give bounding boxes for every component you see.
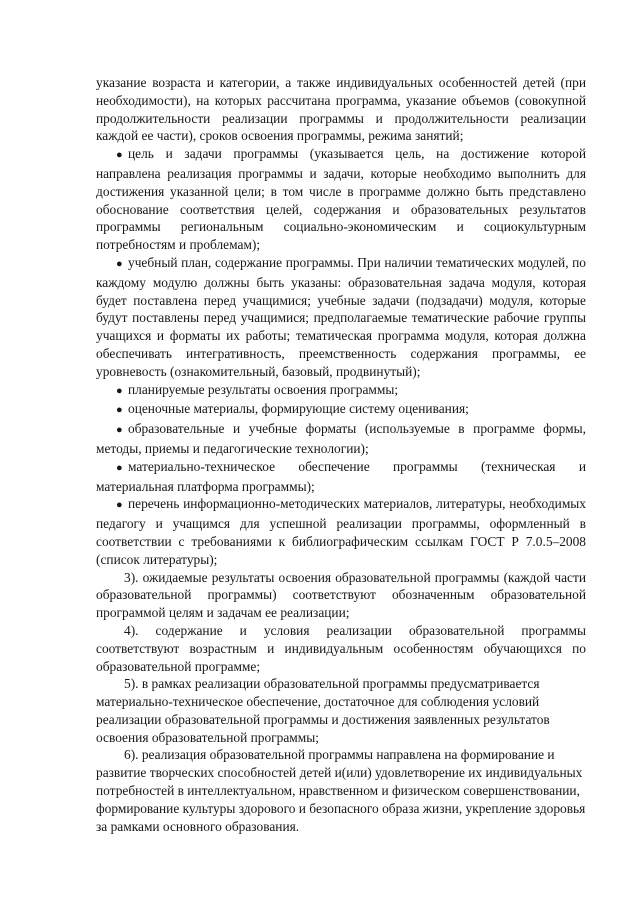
bullet-text: перечень информационно-методических материалов, литературы, необходимых педагогу и учащимся для успешной реализации программы, оформленный в соответствии с требованиями к библиографическим ссылкам ГОСТ Р 7.0.5–2008 (список литературы); <box>96 496 586 567</box>
bullet-text: учебный план, содержание программы. При наличии тематических модулей, по каждому модулю должны быть указаны: образовательная задача модуля, которая будет поставлена перед учащимися; учебные задачи (подзадачи) модуля, которые будут поставлены перед учащимися; предполагаемые тематические рабочие группы учащихся и форматы их работы; тематическая программа модуля, которая должна обеспечивать интегративность, преемственность содержания программы, ее уровневость (ознакомительный, базовый, продвинутый); <box>96 254 586 379</box>
bullet-icon: ● <box>116 424 123 437</box>
bullet-goals-and-tasks <box>96 145 586 254</box>
paragraph-item-6: 6). реализация образовательной программы направлена на формирование и развитие творческих способностей детей и(или) удовлетворение их индивидуальных потребностей в интеллектуальном, нравственном и физическом совершенствовании, формирование культуры здорового и безопасного образа жизни, укрепление здоровья за рамками основного образования. <box>96 747 586 834</box>
bullet-text: цель и задачи программы (указывается цель, на достижение которой направлена реализация программы и задачи, которые необходимо выполнить для достижения указанной цели; в том числе в программе должно быть представлено обоснование соответствия целей, содержания и образовательных результатов программы региональным социально-экономическим и социокультурным потребностям и проблемам); <box>96 146 586 253</box>
paragraph-age-and-duration: указание возраста и категории, а также индивидуальных особенностей детей (при необходимости), на которых рассчитана программа, указание объемов (совокупной продолжительности реализации программы и продолжительности реализации каждой ее части), сроков освоения программы, режима занятий; <box>96 75 586 144</box>
bullet-planned-results <box>96 381 586 401</box>
paragraph-item-5: 5). в рамках реализации образовательной программы предусматривается материально-техническое обеспечение, достаточное для соблюдения условий реализации образовательной программы и достижения заявленных результатов освоения образовательной программы; <box>96 676 550 745</box>
bullet-text: образовательные и учебные форматы (используемые в программе формы, методы, приемы и педагогические технологии); <box>96 421 586 456</box>
paragraph-item-3: 3). ожидаемые результаты освоения образовательной программы (каждой части образовательной программы) соответствуют обозначенным образовательной программой целям и задачам ее реализации; <box>96 569 586 621</box>
document-body <box>96 74 586 835</box>
bullet-icon: ● <box>116 499 123 512</box>
bullet-educational-formats <box>96 420 586 458</box>
bullet-literature-list <box>96 495 586 568</box>
bullet-text: планируемые результаты освоения программы; <box>128 381 399 397</box>
bullet-assessment-materials <box>96 400 586 420</box>
paragraph-item-4: 4). содержание и условия реализации образовательной программы соответствуют возрастным и индивидуальным особенностям обучающихся по образовательной программе; <box>96 622 586 674</box>
bullet-icon: ● <box>116 404 123 417</box>
bullet-icon: ● <box>116 257 123 270</box>
bullet-text: материально-техническое обеспечение программы (техническая и материальная платформа программы); <box>96 458 586 494</box>
bullet-icon: ● <box>116 461 123 474</box>
bullet-text: оценочные материалы, формирующие систему оценивания; <box>128 401 469 417</box>
bullet-icon: ● <box>116 149 123 162</box>
bullet-curriculum <box>96 254 586 381</box>
bullet-technical-support <box>96 458 586 496</box>
bullet-icon: ● <box>116 384 123 397</box>
